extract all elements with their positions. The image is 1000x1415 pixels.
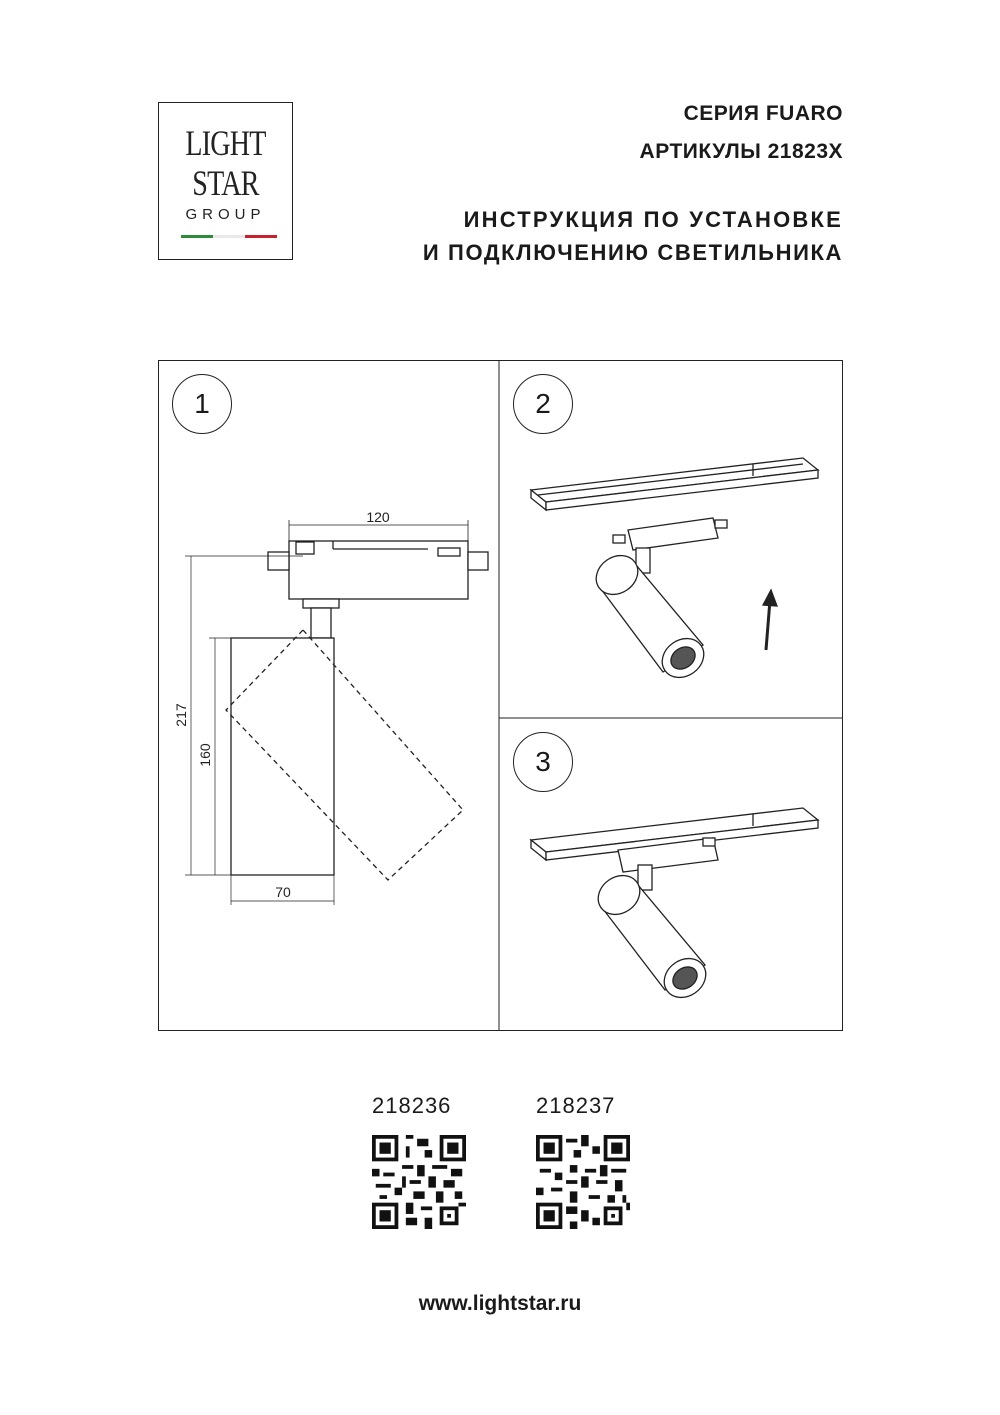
step-3-badge: 3 [513,732,573,792]
instruction-drawings [158,360,843,1031]
instruction-title-line1: ИНСТРУКЦИЯ ПО УСТАНОВКЕ [463,207,843,232]
step3-drawing [531,808,818,1005]
series-title: СЕРИЯ FUARO [683,102,843,125]
dimension-drawing [185,520,488,905]
qr-code-icon [372,1135,466,1229]
dim-height-body-label: 160 [197,743,213,767]
qr-code-icon [536,1135,630,1229]
instruction-panels [158,360,843,1031]
brand-logo [158,102,293,260]
logo-text-line3: GROUP [185,206,266,223]
step-2-badge: 2 [513,374,573,434]
logo-text-line1: LIGHT [185,123,266,163]
product-code-2: 218237 [536,1093,616,1118]
step-1-badge: 1 [172,374,232,434]
step2-drawing [531,458,818,685]
logo-text-line2: STAR [192,163,259,203]
italian-flag-stripe [181,235,277,238]
dim-height-total-label: 217 [173,703,189,727]
dim-diameter-label: 70 [275,884,291,900]
instruction-title-line2: И ПОДКЛЮЧЕНИЮ СВЕТИЛЬНИКА [422,240,843,265]
dim-width-label: 120 [366,509,390,525]
product-code-1: 218236 [372,1093,452,1118]
article-codes: АРТИКУЛЫ 21823X [639,140,843,163]
website-url[interactable]: www.lightstar.ru [418,1292,582,1315]
